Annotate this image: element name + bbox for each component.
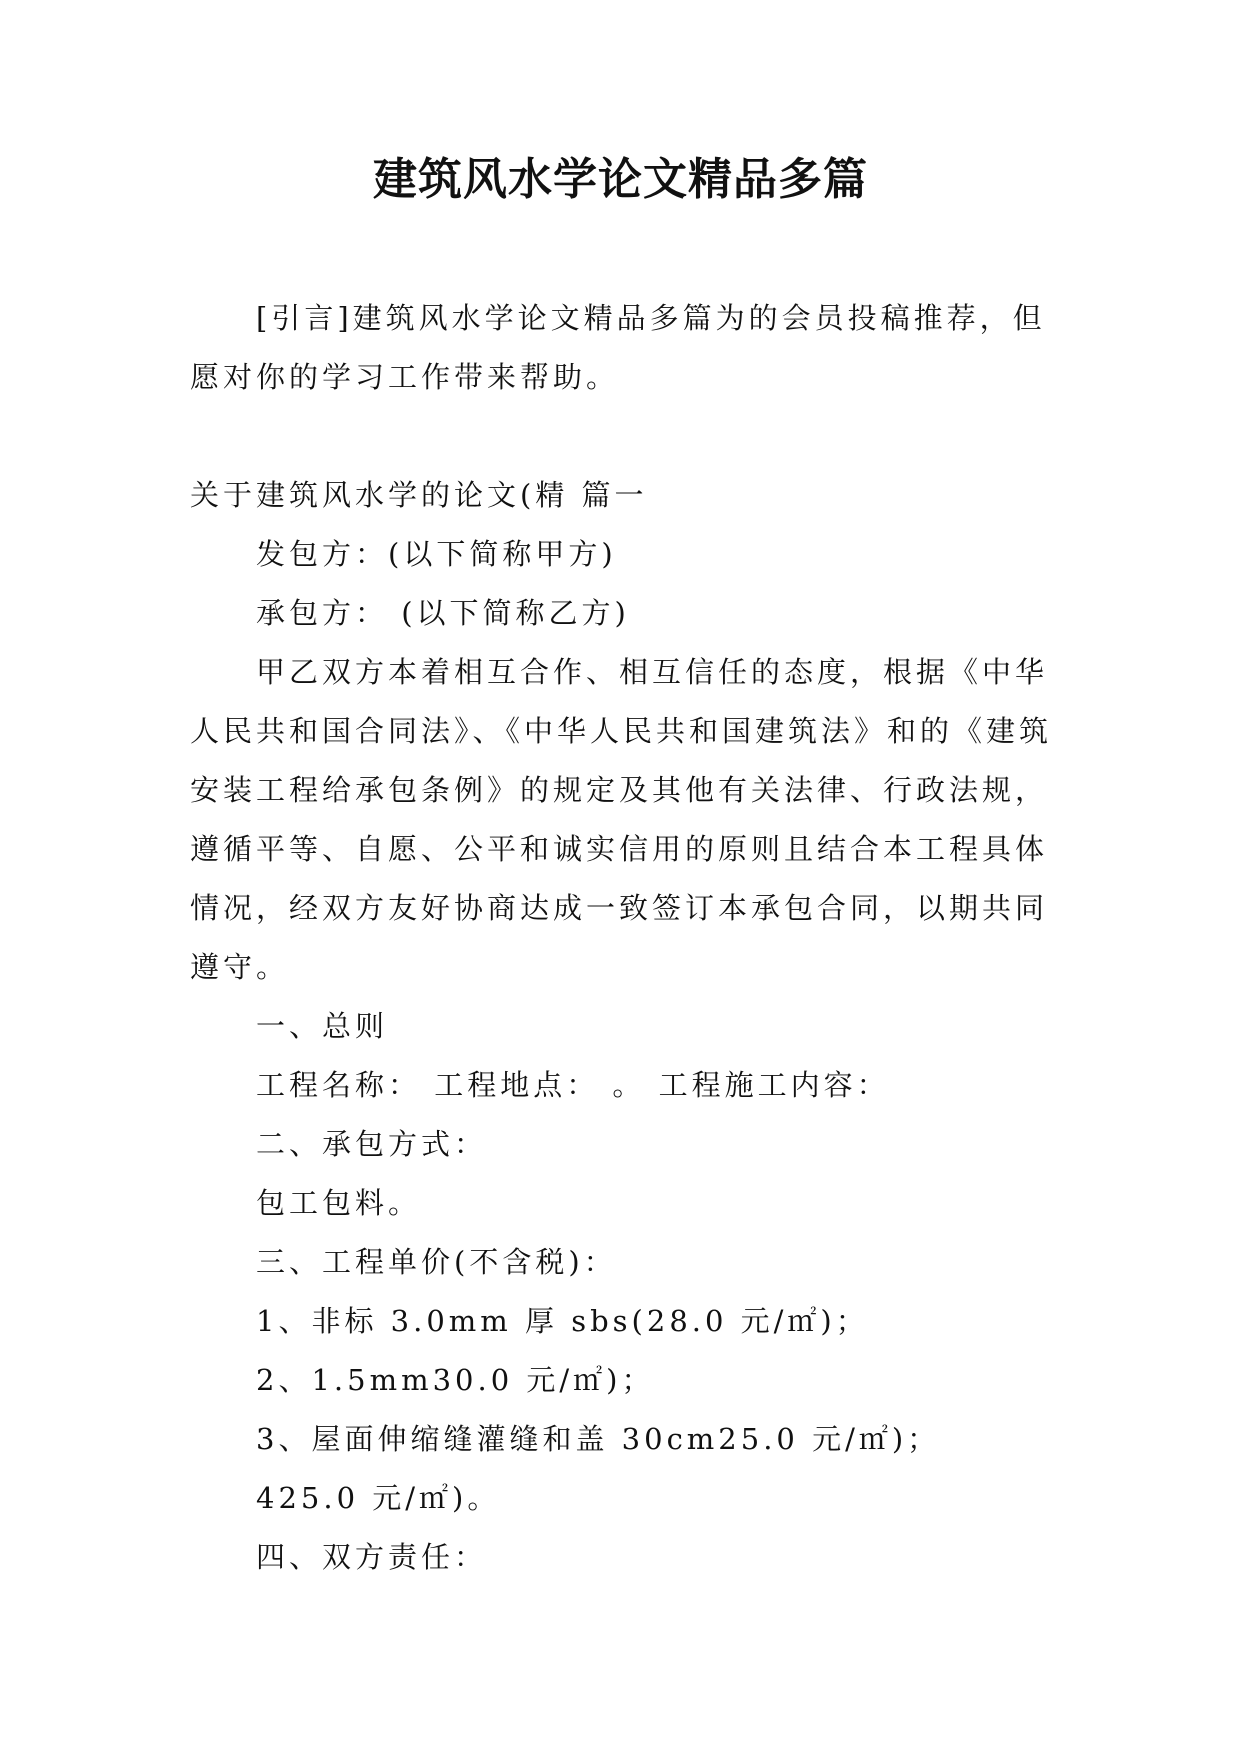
clause-2-text: 包工包料。	[256, 1186, 422, 1220]
clause-3-item-3: 3、屋面伸缩缝灌缝和盖 30cm25.0 元/㎡)；	[256, 1422, 941, 1456]
document-body	[190, 289, 1056, 1587]
clause-2-heading: 二、承包方式：	[256, 1127, 488, 1161]
clause-3-heading: 三、工程单价(不含税)：	[256, 1245, 617, 1279]
document-title: 建筑风水学论文精品多篇	[373, 154, 868, 205]
clause-1-text: 工程名称： 工程地点： 。 工程施工内容：	[256, 1068, 890, 1102]
section-heading: 关于建筑风水学的论文(精 篇一	[190, 478, 648, 512]
clause-4-heading: 四、双方责任：	[256, 1540, 488, 1574]
clause-1-heading: 一、总则	[256, 1009, 389, 1043]
party-a-line: 发包方：(以下简称甲方)	[256, 537, 617, 571]
party-b-line: 承包方： (以下简称乙方)	[256, 596, 630, 630]
paragraph-spacer	[190, 407, 1056, 466]
clause-3-item-1: 1、非标 3.0mm 厚 sbs(28.0 元/㎡)；	[256, 1304, 869, 1338]
intro-paragraph: [引言]建筑风水学论文精品多篇为的会员投稿推荐，但愿对你的学习工作带来帮助。	[190, 301, 1046, 394]
clause-3-item-2: 2、1.5mm30.0 元/㎡)；	[256, 1363, 655, 1397]
preamble-paragraph: 甲乙双方本着相互合作、相互信任的态度，根据《中华人民共和国合同法》、《中华人民共和国建筑法》和的《建筑安装工程给承包条例》的规定及其他有关法律、行政法规，遵循平等、自愿、公平和诚实信用的原则且结合本工程具体情况，经双方友好协商达成一致签订本承包合同，以期共同遵守。	[190, 655, 1053, 984]
clause-3-item-4: 425.0 元/㎡)。	[256, 1481, 501, 1515]
